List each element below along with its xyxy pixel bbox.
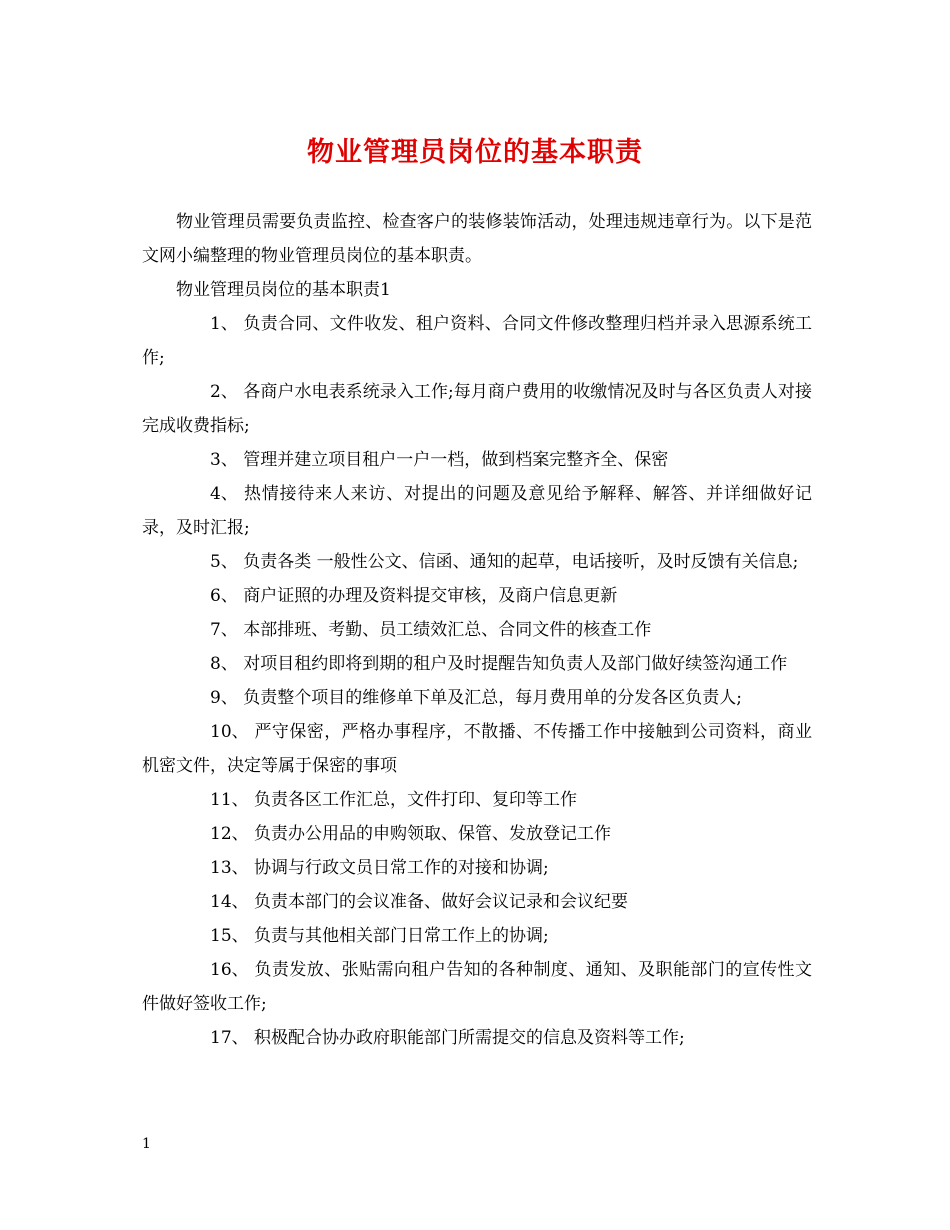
item-text: 商户证照的办理及资料提交审核，及商户信息更新: [237, 586, 618, 606]
list-item: [142, 817, 812, 851]
list-item: [142, 375, 812, 443]
item-text: 负责整个项目的维修单下单及汇总，每月费用单的分发各区负责人;: [237, 688, 742, 708]
item-number: 2、: [210, 382, 238, 402]
list-item: [142, 953, 812, 1021]
item-number: 1、: [210, 314, 238, 334]
item-text: 负责办公用品的申购领取、保管、发放登记工作: [248, 824, 612, 844]
list-item: [142, 613, 812, 647]
list-item: [142, 851, 812, 885]
item-text: 负责合同、文件收发、租户资料、合同文件修改整理归档并录入思源系统工作;: [142, 314, 812, 368]
list-item: [142, 783, 812, 817]
item-number: 8、: [210, 654, 238, 674]
item-text: 积极配合协办政府职能部门所需提交的信息及资料等工作;: [248, 1028, 685, 1048]
list-item: [142, 1021, 812, 1055]
item-number: 7、: [210, 620, 238, 640]
item-number: 13、: [210, 858, 249, 878]
item-number: 9、: [210, 688, 238, 708]
item-text: 负责各类 一般性公文、信函、通知的起草，电话接听，及时反馈有关信息;: [237, 552, 799, 572]
item-text: 负责各区工作汇总，文件打印、复印等工作: [248, 790, 578, 810]
list-item: [142, 443, 812, 477]
item-text: 负责发放、张贴需向租户告知的各种制度、通知、及职能部门的宣传性文件做好签收工作;: [142, 960, 812, 1014]
item-text: 各商户水电表系统录入工作;每月商户费用的收缴情况及时与各区负责人对接完成收费指标;: [142, 382, 812, 436]
item-text: 热情接待来人来访、对提出的问题及意见给予解释、解答、并详细做好记录，及时汇报;: [142, 484, 812, 538]
list-item: [142, 681, 812, 715]
item-number: 17、: [210, 1028, 249, 1048]
item-number: 11、: [210, 790, 249, 810]
item-text: 负责本部门的会议准备、做好会议记录和会议纪要: [248, 892, 629, 912]
page-number: 1: [142, 1136, 151, 1152]
item-number: 3、: [210, 450, 238, 470]
item-number: 15、: [210, 926, 249, 946]
list-item: [142, 477, 812, 545]
list-item: [142, 715, 812, 783]
list-item: [142, 885, 812, 919]
item-text: 对项目租约即将到期的租户及时提醒告知负责人及部门做好续签沟通工作: [237, 654, 788, 674]
item-number: 14、: [210, 892, 249, 912]
list-item: [142, 307, 812, 375]
list-item: [142, 647, 812, 681]
list-item: [142, 545, 812, 579]
item-text: 管理并建立项目租户一户一档，做到档案完整齐全、保密: [237, 450, 669, 470]
section-heading: 物业管理员岗位的基本职责1: [176, 280, 391, 300]
list-item: [142, 579, 812, 613]
item-number: 10、: [210, 722, 249, 742]
intro-paragraph: 物业管理员需要负责监控、检查客户的装修装饰活动，处理违规违章行为。以下是范文网小编整理的物业管理员岗位的基本职责。: [142, 212, 812, 266]
list-item: [142, 919, 812, 953]
item-number: 16、: [210, 960, 249, 980]
document-body: [142, 205, 812, 1055]
item-text: 严守保密，严格办事程序，不散播、不传播工作中接触到公司资料，商业机密文件，决定等属于保密的事项: [142, 722, 812, 776]
item-number: 6、: [210, 586, 238, 606]
item-number: 4、: [210, 484, 238, 504]
item-number: 5、: [210, 552, 238, 572]
document-title: 物业管理员岗位的基本职责: [307, 137, 643, 168]
item-text: 负责与其他相关部门日常工作上的协调;: [248, 926, 549, 946]
item-text: 协调与行政文员日常工作的对接和协调;: [248, 858, 549, 878]
item-number: 12、: [210, 824, 249, 844]
item-text: 本部排班、考勤、员工绩效汇总、合同文件的核查工作: [237, 620, 652, 640]
